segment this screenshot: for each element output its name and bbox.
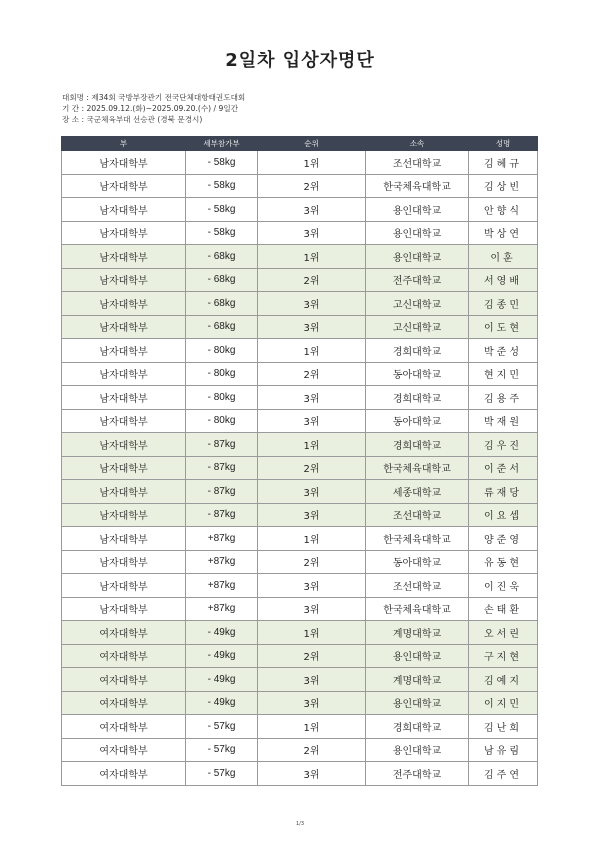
cell-rank: 3위 [258, 480, 366, 504]
cell-rank: 1위 [258, 433, 366, 457]
cell-name: 김예지 [469, 668, 538, 692]
cell-weight-class: +87kg [186, 574, 258, 598]
cell-division: 여자대학부 [62, 644, 186, 668]
cell-weight-class: - 87kg [186, 480, 258, 504]
cell-name: 오서린 [469, 621, 538, 645]
cell-division: 남자대학부 [62, 456, 186, 480]
table-row [62, 245, 538, 269]
table-row [62, 198, 538, 222]
cell-rank: 2위 [258, 362, 366, 386]
cell-affiliation: 전주대학교 [366, 762, 469, 786]
cell-affiliation: 한국체육대학교 [366, 597, 469, 621]
table-row [62, 621, 538, 645]
table-row [62, 409, 538, 433]
cell-name: 김종민 [469, 292, 538, 316]
cell-name: 구지현 [469, 644, 538, 668]
header-rank: 순위 [258, 137, 366, 151]
cell-affiliation: 고신대학교 [366, 292, 469, 316]
header-affiliation: 소속 [366, 137, 469, 151]
cell-name: 이훈 [469, 245, 538, 269]
cell-rank: 2위 [258, 550, 366, 574]
cell-division: 남자대학부 [62, 315, 186, 339]
table-row [62, 268, 538, 292]
table-row [62, 715, 538, 739]
cell-division: 남자대학부 [62, 339, 186, 363]
cell-division: 남자대학부 [62, 221, 186, 245]
cell-division: 남자대학부 [62, 409, 186, 433]
cell-affiliation: 경희대학교 [366, 433, 469, 457]
table-row [62, 221, 538, 245]
winners-table [61, 136, 538, 786]
cell-name: 이준서 [469, 456, 538, 480]
cell-weight-class: - 57kg [186, 762, 258, 786]
cell-weight-class: +87kg [186, 550, 258, 574]
table-row [62, 386, 538, 410]
cell-rank: 1위 [258, 245, 366, 269]
cell-rank: 2위 [258, 268, 366, 292]
table-row [62, 668, 538, 692]
cell-weight-class: - 68kg [186, 268, 258, 292]
page-number: 1/3 [295, 821, 305, 827]
cell-rank: 3위 [258, 198, 366, 222]
cell-affiliation: 경희대학교 [366, 386, 469, 410]
cell-division: 여자대학부 [62, 738, 186, 762]
cell-affiliation: 고신대학교 [366, 315, 469, 339]
cell-name: 김난희 [469, 715, 538, 739]
cell-weight-class: +87kg [186, 597, 258, 621]
cell-rank: 1위 [258, 527, 366, 551]
cell-affiliation: 계명대학교 [366, 621, 469, 645]
header-weight-class: 세부참가부 [186, 137, 258, 151]
cell-name: 김상빈 [469, 174, 538, 198]
cell-rank: 1위 [258, 715, 366, 739]
cell-division: 남자대학부 [62, 198, 186, 222]
table-row [62, 527, 538, 551]
cell-name: 김주연 [469, 762, 538, 786]
cell-affiliation: 한국체육대학교 [366, 456, 469, 480]
cell-rank: 2위 [258, 174, 366, 198]
table-row [62, 151, 538, 175]
cell-affiliation: 조선대학교 [366, 503, 469, 527]
cell-name: 김용주 [469, 386, 538, 410]
cell-weight-class: - 49kg [186, 668, 258, 692]
table-row [62, 362, 538, 386]
table-row [62, 339, 538, 363]
cell-affiliation: 경희대학교 [366, 339, 469, 363]
table-row [62, 762, 538, 786]
cell-weight-class: - 68kg [186, 292, 258, 316]
cell-affiliation: 계명대학교 [366, 668, 469, 692]
event-venue: 장 소 : 국군체육부대 선승관 (경북 문경시) [62, 115, 203, 124]
cell-rank: 3위 [258, 597, 366, 621]
cell-division: 남자대학부 [62, 268, 186, 292]
cell-division: 남자대학부 [62, 527, 186, 551]
cell-weight-class: - 49kg [186, 644, 258, 668]
cell-name: 이지민 [469, 691, 538, 715]
cell-affiliation: 동아대학교 [366, 550, 469, 574]
table-row [62, 480, 538, 504]
cell-division: 남자대학부 [62, 292, 186, 316]
cell-division: 여자대학부 [62, 762, 186, 786]
event-name: 대회명 : 제34회 국방부장관기 전국단체대항태권도대회 [62, 93, 246, 102]
cell-division: 여자대학부 [62, 668, 186, 692]
cell-division: 남자대학부 [62, 245, 186, 269]
cell-weight-class: +87kg [186, 527, 258, 551]
cell-affiliation: 조선대학교 [366, 151, 469, 175]
cell-name: 안향식 [469, 198, 538, 222]
cell-name: 김우진 [469, 433, 538, 457]
table-row [62, 174, 538, 198]
cell-division: 남자대학부 [62, 597, 186, 621]
header-division: 부 [62, 137, 186, 151]
cell-division: 여자대학부 [62, 621, 186, 645]
cell-rank: 3위 [258, 503, 366, 527]
cell-affiliation: 용인대학교 [366, 691, 469, 715]
cell-affiliation: 용인대학교 [366, 738, 469, 762]
table-row [62, 738, 538, 762]
cell-weight-class: - 87kg [186, 503, 258, 527]
cell-name: 손태환 [469, 597, 538, 621]
table-row [62, 503, 538, 527]
cell-rank: 2위 [258, 456, 366, 480]
table-row [62, 574, 538, 598]
cell-rank: 3위 [258, 762, 366, 786]
cell-weight-class: - 58kg [186, 174, 258, 198]
cell-affiliation: 용인대학교 [366, 644, 469, 668]
cell-name: 서영배 [469, 268, 538, 292]
cell-name: 양준영 [469, 527, 538, 551]
cell-affiliation: 한국체육대학교 [366, 174, 469, 198]
cell-weight-class: - 58kg [186, 221, 258, 245]
table-row [62, 315, 538, 339]
cell-rank: 3위 [258, 668, 366, 692]
cell-rank: 1위 [258, 339, 366, 363]
table-row [62, 550, 538, 574]
cell-division: 남자대학부 [62, 151, 186, 175]
cell-weight-class: - 68kg [186, 315, 258, 339]
event-period: 기 간 : 2025.09.12.(화)~2025.09.20.(수) / 9일간 [62, 104, 239, 113]
cell-weight-class: - 87kg [186, 456, 258, 480]
cell-rank: 3위 [258, 386, 366, 410]
cell-name: 유동현 [469, 550, 538, 574]
cell-affiliation: 용인대학교 [366, 198, 469, 222]
cell-name: 박재원 [469, 409, 538, 433]
cell-affiliation: 조선대학교 [366, 574, 469, 598]
cell-name: 김혜규 [469, 151, 538, 175]
cell-rank: 3위 [258, 574, 366, 598]
cell-affiliation: 전주대학교 [366, 268, 469, 292]
cell-division: 여자대학부 [62, 715, 186, 739]
cell-affiliation: 동아대학교 [366, 409, 469, 433]
cell-name: 박준성 [469, 339, 538, 363]
cell-rank: 3위 [258, 409, 366, 433]
event-info [62, 92, 245, 125]
header-name: 성명 [469, 137, 538, 151]
cell-weight-class: - 58kg [186, 151, 258, 175]
cell-rank: 2위 [258, 738, 366, 762]
table-row [62, 433, 538, 457]
cell-weight-class: - 80kg [186, 409, 258, 433]
cell-affiliation: 용인대학교 [366, 245, 469, 269]
cell-rank: 1위 [258, 151, 366, 175]
cell-division: 남자대학부 [62, 174, 186, 198]
table-header-row [62, 137, 538, 151]
cell-division: 남자대학부 [62, 433, 186, 457]
cell-rank: 1위 [258, 621, 366, 645]
cell-name: 이진욱 [469, 574, 538, 598]
table-row [62, 691, 538, 715]
cell-weight-class: - 80kg [186, 386, 258, 410]
cell-name: 이도현 [469, 315, 538, 339]
cell-affiliation: 용인대학교 [366, 221, 469, 245]
cell-name: 남유림 [469, 738, 538, 762]
cell-division: 남자대학부 [62, 550, 186, 574]
cell-rank: 2위 [258, 644, 366, 668]
cell-division: 남자대학부 [62, 386, 186, 410]
cell-division: 여자대학부 [62, 691, 186, 715]
cell-affiliation: 동아대학교 [366, 362, 469, 386]
cell-name: 박상연 [469, 221, 538, 245]
cell-weight-class: - 57kg [186, 715, 258, 739]
cell-rank: 3위 [258, 691, 366, 715]
table-row [62, 597, 538, 621]
cell-division: 남자대학부 [62, 362, 186, 386]
page-title: 2일차 입상자명단 [225, 50, 375, 71]
cell-affiliation: 세종대학교 [366, 480, 469, 504]
cell-division: 남자대학부 [62, 503, 186, 527]
table-row [62, 292, 538, 316]
cell-division: 남자대학부 [62, 480, 186, 504]
cell-name: 이요셉 [469, 503, 538, 527]
table-row [62, 456, 538, 480]
cell-rank: 3위 [258, 221, 366, 245]
cell-weight-class: - 57kg [186, 738, 258, 762]
cell-division: 남자대학부 [62, 574, 186, 598]
cell-affiliation: 경희대학교 [366, 715, 469, 739]
cell-rank: 3위 [258, 292, 366, 316]
cell-weight-class: - 80kg [186, 362, 258, 386]
table-row [62, 644, 538, 668]
cell-name: 류재당 [469, 480, 538, 504]
cell-weight-class: - 68kg [186, 245, 258, 269]
cell-name: 현지민 [469, 362, 538, 386]
cell-affiliation: 한국체육대학교 [366, 527, 469, 551]
cell-weight-class: - 49kg [186, 621, 258, 645]
cell-weight-class: - 87kg [186, 433, 258, 457]
cell-weight-class: - 80kg [186, 339, 258, 363]
cell-rank: 3위 [258, 315, 366, 339]
cell-weight-class: - 49kg [186, 691, 258, 715]
cell-weight-class: - 58kg [186, 198, 258, 222]
